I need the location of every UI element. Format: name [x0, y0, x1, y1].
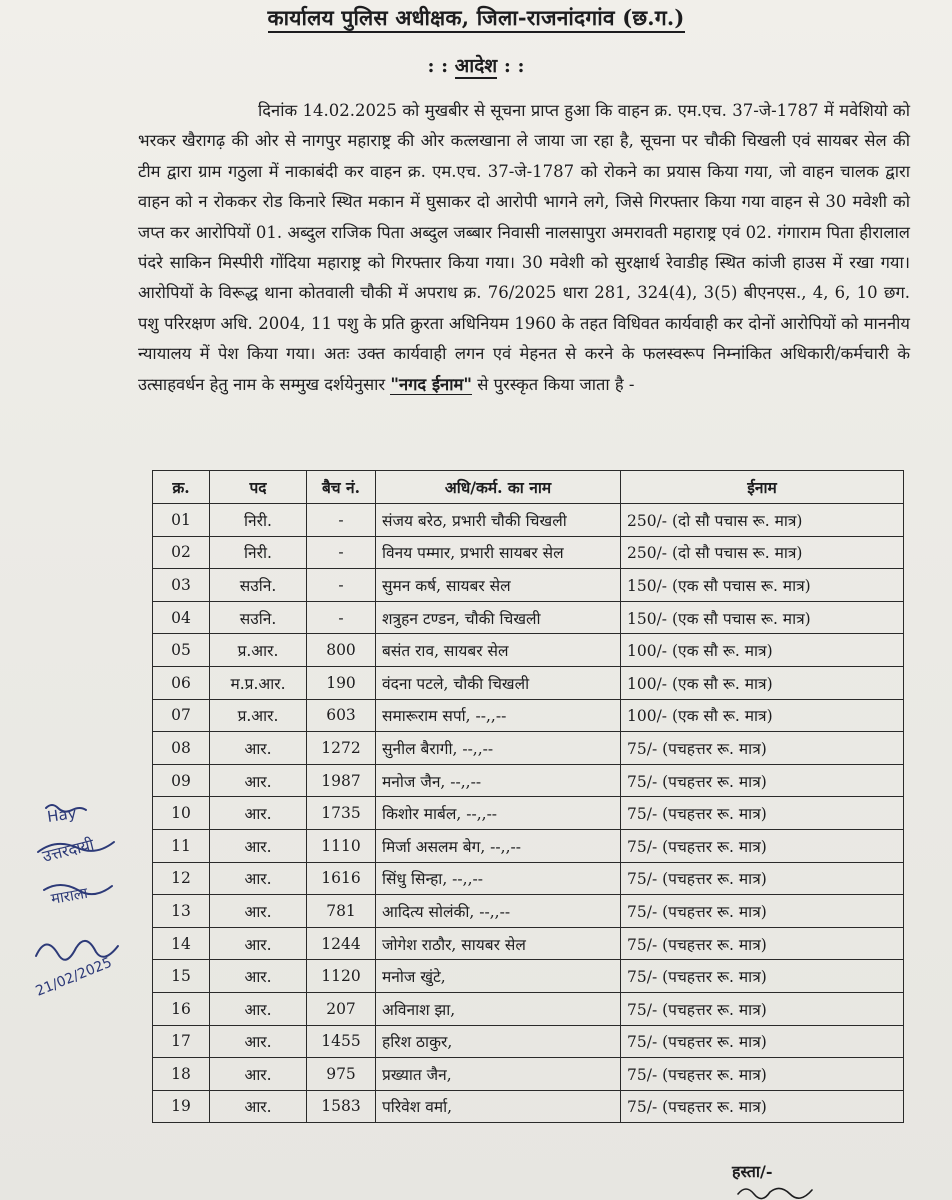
row-post: आर. — [210, 960, 307, 993]
row-officer-name: मनोज जैन, --,,-- — [376, 764, 621, 797]
row-reward: 100/- (एक सौ रू. मात्र) — [621, 634, 904, 667]
table-row — [153, 960, 904, 993]
order-heading-suffix: : : — [497, 55, 525, 77]
row-officer-name: सिंधु सिन्हा, --,,-- — [376, 862, 621, 895]
row-serial: 11 — [153, 829, 210, 862]
office-title — [0, 4, 952, 32]
row-post: आर. — [210, 895, 307, 928]
table-row — [153, 601, 904, 634]
row-serial: 07 — [153, 699, 210, 732]
row-reward: 75/- (पचहत्तर रू. मात्र) — [621, 829, 904, 862]
row-serial: 13 — [153, 895, 210, 928]
row-officer-name: शत्रुहन टण्डन, चौकी चिखली — [376, 601, 621, 634]
row-badge-number: 1272 — [307, 732, 376, 765]
row-post: आर. — [210, 764, 307, 797]
office-title-text: कार्यालय पुलिस अधीक्षक, जिला-राजनांदगांव (छ.ग.) — [268, 5, 685, 33]
row-officer-name: बसंत राव, सायबर सेल — [376, 634, 621, 667]
table-row — [153, 732, 904, 765]
order-body-paragraph — [138, 96, 910, 400]
table-row — [153, 862, 904, 895]
table-row — [153, 1090, 904, 1123]
row-badge-number: - — [307, 536, 376, 569]
handwritten-date: 21/02/2025 — [33, 954, 115, 1000]
row-officer-name: सुमन कर्ष, सायबर सेल — [376, 569, 621, 602]
table-row — [153, 1058, 904, 1091]
handwritten-annotation — [18, 800, 158, 1040]
row-badge-number: 1987 — [307, 764, 376, 797]
table-row — [153, 764, 904, 797]
row-post: आर. — [210, 829, 307, 862]
header-serial: क्र. — [153, 471, 210, 504]
row-officer-name: जोगेश राठौर, सायबर सेल — [376, 927, 621, 960]
table-row — [153, 829, 904, 862]
row-badge-number: - — [307, 504, 376, 537]
row-serial: 17 — [153, 1025, 210, 1058]
row-reward: 250/- (दो सौ पचास रू. मात्र) — [621, 504, 904, 537]
table-row — [153, 895, 904, 928]
header-post: पद — [210, 471, 307, 504]
header-reward: ईनाम — [621, 471, 904, 504]
row-officer-name: मनोज खुंटे, — [376, 960, 621, 993]
row-serial: 10 — [153, 797, 210, 830]
row-serial: 18 — [153, 1058, 210, 1091]
row-reward: 75/- (पचहत्तर रू. मात्र) — [621, 862, 904, 895]
row-reward: 100/- (एक सौ रू. मात्र) — [621, 666, 904, 699]
cash-reward-tag: "नगद ईनाम" — [390, 374, 472, 394]
row-badge-number: 1616 — [307, 862, 376, 895]
handwritten-line-1: Hay — [46, 804, 78, 826]
paragraph-end-text: से पुरस्कृत किया जाता है - — [477, 374, 635, 394]
reward-table — [152, 470, 904, 1123]
order-heading-prefix: : : — [427, 55, 455, 77]
order-heading — [0, 52, 952, 78]
table-row — [153, 569, 904, 602]
row-post: आर. — [210, 992, 307, 1025]
row-badge-number: 1455 — [307, 1025, 376, 1058]
row-officer-name: किशोर मार्बल, --,,-- — [376, 797, 621, 830]
row-badge-number: - — [307, 601, 376, 634]
row-officer-name: आदित्य सोलंकी, --,,-- — [376, 895, 621, 928]
row-badge-number: 1244 — [307, 927, 376, 960]
row-post: आर. — [210, 1025, 307, 1058]
row-officer-name: अविनाश झा, — [376, 992, 621, 1025]
row-officer-name: समारूराम सर्पा, --,,-- — [376, 699, 621, 732]
table-row — [153, 536, 904, 569]
header-badge-number: बैच नं. — [307, 471, 376, 504]
row-reward: 75/- (पचहत्तर रू. मात्र) — [621, 764, 904, 797]
table-row — [153, 634, 904, 667]
row-badge-number: 1583 — [307, 1090, 376, 1123]
header-officer-name: अधि/कर्म. का नाम — [376, 471, 621, 504]
row-officer-name: मिर्जा असलम बेग, --,,-- — [376, 829, 621, 862]
row-badge-number: 975 — [307, 1058, 376, 1091]
row-badge-number: 1735 — [307, 797, 376, 830]
row-post: निरी. — [210, 504, 307, 537]
row-post: सउनि. — [210, 601, 307, 634]
row-serial: 09 — [153, 764, 210, 797]
row-post: आर. — [210, 1058, 307, 1091]
row-post: प्र.आर. — [210, 699, 307, 732]
row-badge-number: 800 — [307, 634, 376, 667]
row-reward: 75/- (पचहत्तर रू. मात्र) — [621, 797, 904, 830]
row-reward: 100/- (एक सौ रू. मात्र) — [621, 699, 904, 732]
row-badge-number: 207 — [307, 992, 376, 1025]
row-reward: 75/- (पचहत्तर रू. मात्र) — [621, 1058, 904, 1091]
row-officer-name: परिवेश वर्मा, — [376, 1090, 621, 1123]
row-reward: 75/- (पचहत्तर रू. मात्र) — [621, 927, 904, 960]
row-serial: 15 — [153, 960, 210, 993]
row-post: आर. — [210, 1090, 307, 1123]
row-reward: 75/- (पचहत्तर रू. मात्र) — [621, 895, 904, 928]
row-reward: 75/- (पचहत्तर रू. मात्र) — [621, 732, 904, 765]
row-serial: 06 — [153, 666, 210, 699]
table-row — [153, 927, 904, 960]
row-serial: 14 — [153, 927, 210, 960]
row-officer-name: विनय पम्मार, प्रभारी सायबर सेल — [376, 536, 621, 569]
row-officer-name: हरिश ठाकुर, — [376, 1025, 621, 1058]
row-officer-name: सुनील बैरागी, --,,-- — [376, 732, 621, 765]
row-badge-number: 190 — [307, 666, 376, 699]
row-post: प्र.आर. — [210, 634, 307, 667]
table-row — [153, 992, 904, 1025]
paragraph-main-text: दिनांक 14.02.2025 को मुखबीर से सूचना प्राप्त हुआ कि वाहन क्र. एम.एच. 37-जे-1787 में मवेशियो को भरकर खैरागढ़ की ओर से नागपुर महाराष्ट्र की ओर कत्लखाना ले जाया जा रहा है, सूचना पर चौकी चिखली एवं सायबर सेल की टीम द्वारा ग्राम गठुला में नाकाबंदी कर वाहन क्र. एम.एच. 37-जे-1787 को रोकने का प्रयास किया गया, जो वाहन चालक द्वारा वाहन को न रोककर रोड किनारे स्थित मकान में घुसाकर दो आरोपी भागने लगे, जिसे गिरफ्तार किया गया वाहन से 30 मवेशी को जप्त कर आरोपियों 01. अब्दुल राजिक पिता अब्दुल जब्बार निवासी नालसापुरा अमरावती महाराष्ट्र एवं 02. गंगाराम पिता हीरालाल पंदरे साकिन मिस्पीरी गोंदिया महाराष्ट्र को गिरफ्तार किया गया। 30 मवेशी को सुरक्षार्थ रेवाडीह स्थित कांजी हाउस में रखा गया। आरोपियों के विरूद्ध थाना कोतवाली चौकी में अपराध क्र. 76/2025 धारा 281, 324(4), 3(5) बीएनएस., 4, 6, 10 छग. पशु परिरक्षण अधि. 2004, 11 पशु के प्रति क्रुरता अधिनियम 1960 के तहत विधिवत कार्यवाही कर दोनों आरोपियों को माननीय न्यायालय में पेश किया गया। अतः उक्त कार्यवाही लगन एवं मेहनत से करने के फलस्वरूप निम्नांकित अधिकारी/कर्मचारी के उत्साहवर्धन हेतु नाम के सम्मुख दर्शयेनुसार — [138, 101, 910, 394]
row-reward: 75/- (पचहत्तर रू. मात्र) — [621, 992, 904, 1025]
row-badge-number: - — [307, 569, 376, 602]
row-post: आर. — [210, 732, 307, 765]
handwritten-line-3: माराला — [49, 883, 90, 908]
row-serial: 02 — [153, 536, 210, 569]
table-row — [153, 504, 904, 537]
row-officer-name: प्रख्यात जैन, — [376, 1058, 621, 1091]
row-serial: 08 — [153, 732, 210, 765]
handwritten-line-2: उत्तरदायी — [40, 834, 96, 866]
row-post: आर. — [210, 797, 307, 830]
table-row — [153, 1025, 904, 1058]
row-reward: 250/- (दो सौ पचास रू. मात्र) — [621, 536, 904, 569]
row-post: आर. — [210, 862, 307, 895]
order-heading-text: आदेश — [454, 55, 498, 77]
row-serial: 12 — [153, 862, 210, 895]
row-reward: 75/- (पचहत्तर रू. मात्र) — [621, 960, 904, 993]
row-officer-name: संजय बरेठ, प्रभारी चौकी चिखली — [376, 504, 621, 537]
table-row — [153, 666, 904, 699]
row-badge-number: 1120 — [307, 960, 376, 993]
row-serial: 05 — [153, 634, 210, 667]
row-reward: 150/- (एक सौ पचास रू. मात्र) — [621, 601, 904, 634]
row-badge-number: 781 — [307, 895, 376, 928]
row-reward: 150/- (एक सौ पचास रू. मात्र) — [621, 569, 904, 602]
row-serial: 19 — [153, 1090, 210, 1123]
row-post: म.प्र.आर. — [210, 666, 307, 699]
signature-label: हस्ता/- — [732, 1162, 773, 1181]
row-serial: 03 — [153, 569, 210, 602]
reward-table-body — [153, 504, 904, 1123]
row-post: निरी. — [210, 536, 307, 569]
signature-scribble — [736, 1180, 816, 1200]
table-row — [153, 797, 904, 830]
row-reward: 75/- (पचहत्तर रू. मात्र) — [621, 1090, 904, 1123]
table-row — [153, 699, 904, 732]
row-badge-number: 1110 — [307, 829, 376, 862]
row-reward: 75/- (पचहत्तर रू. मात्र) — [621, 1025, 904, 1058]
row-serial: 01 — [153, 504, 210, 537]
row-post: सउनि. — [210, 569, 307, 602]
row-badge-number: 603 — [307, 699, 376, 732]
row-serial: 16 — [153, 992, 210, 1025]
row-serial: 04 — [153, 601, 210, 634]
table-header-row — [153, 471, 904, 504]
row-post: आर. — [210, 927, 307, 960]
row-officer-name: वंदना पटले, चौकी चिखली — [376, 666, 621, 699]
